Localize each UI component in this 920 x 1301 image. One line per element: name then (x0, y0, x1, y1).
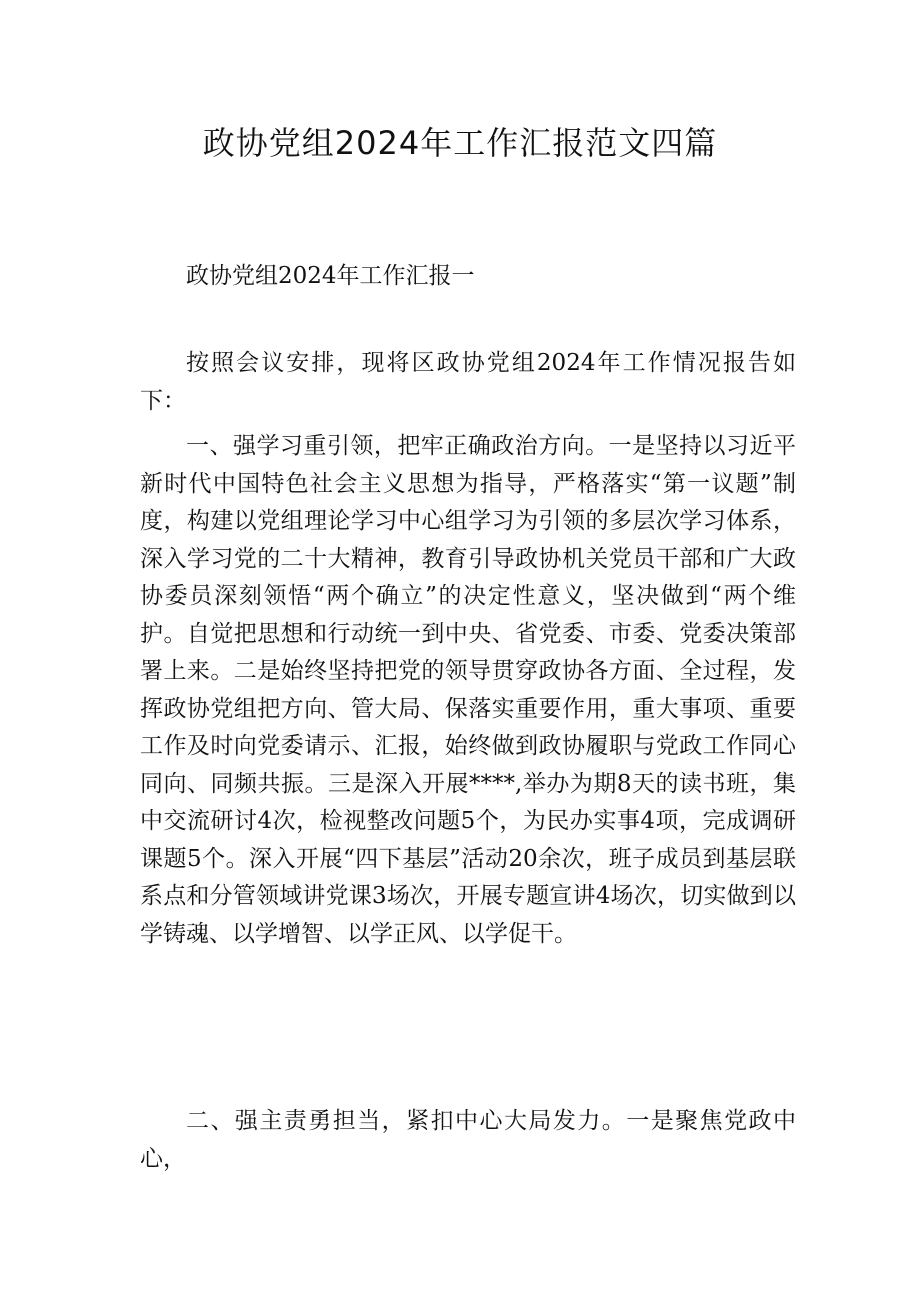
document-title: 政协党组2024年工作汇报范文四篇 (202, 124, 718, 162)
report-subtitle: 政协党组2024年工作汇报一 (186, 263, 475, 289)
section-2-paragraph: 二、强主责勇担当，紧扣中心大局发力。一是聚焦党政中心， (140, 1108, 796, 1172)
section-1-paragraph: 一、强学习重引领，把牢正确政治方向。一是坚持以习近平新时代中国特色社会主义思想为指导，严格落实“第一议题”制度，构建以党组理论学习中心组学习为引领的多层次学习体系，深入学习党的二十大精神，教育引导政协机关党员干部和广大政协委员深刻领悟“两个确立”的决定性意义，坚决做到“两个维护。自觉把思想和行动统一到中央、省党委、市委、党委决策部署上来。二是始终坚持把党的领导贯穿政协各方面、全过程，发挥政协党组把方向、管大局、保落实重要作用，重大事项、重要工作及时向党委请示、汇报，始终做到政协履职与党政工作同心同向、同频共振。三是深入开展****,举办为期8天的读书班，集中交流研讨4次，检视整改问题5个，为民办实事4项，完成调研课题5个。深入开展“四下基层”活动20余次，班子成员到基层联系点和分管领域讲党课3场次，开展专题宣讲4场次，切实做到以学铸魂、以学增智、以学正风、以学促干。 (140, 433, 796, 947)
intro-paragraph: 按照会议安排，现将区政协党组2024年工作情况报告如下： (140, 350, 796, 414)
